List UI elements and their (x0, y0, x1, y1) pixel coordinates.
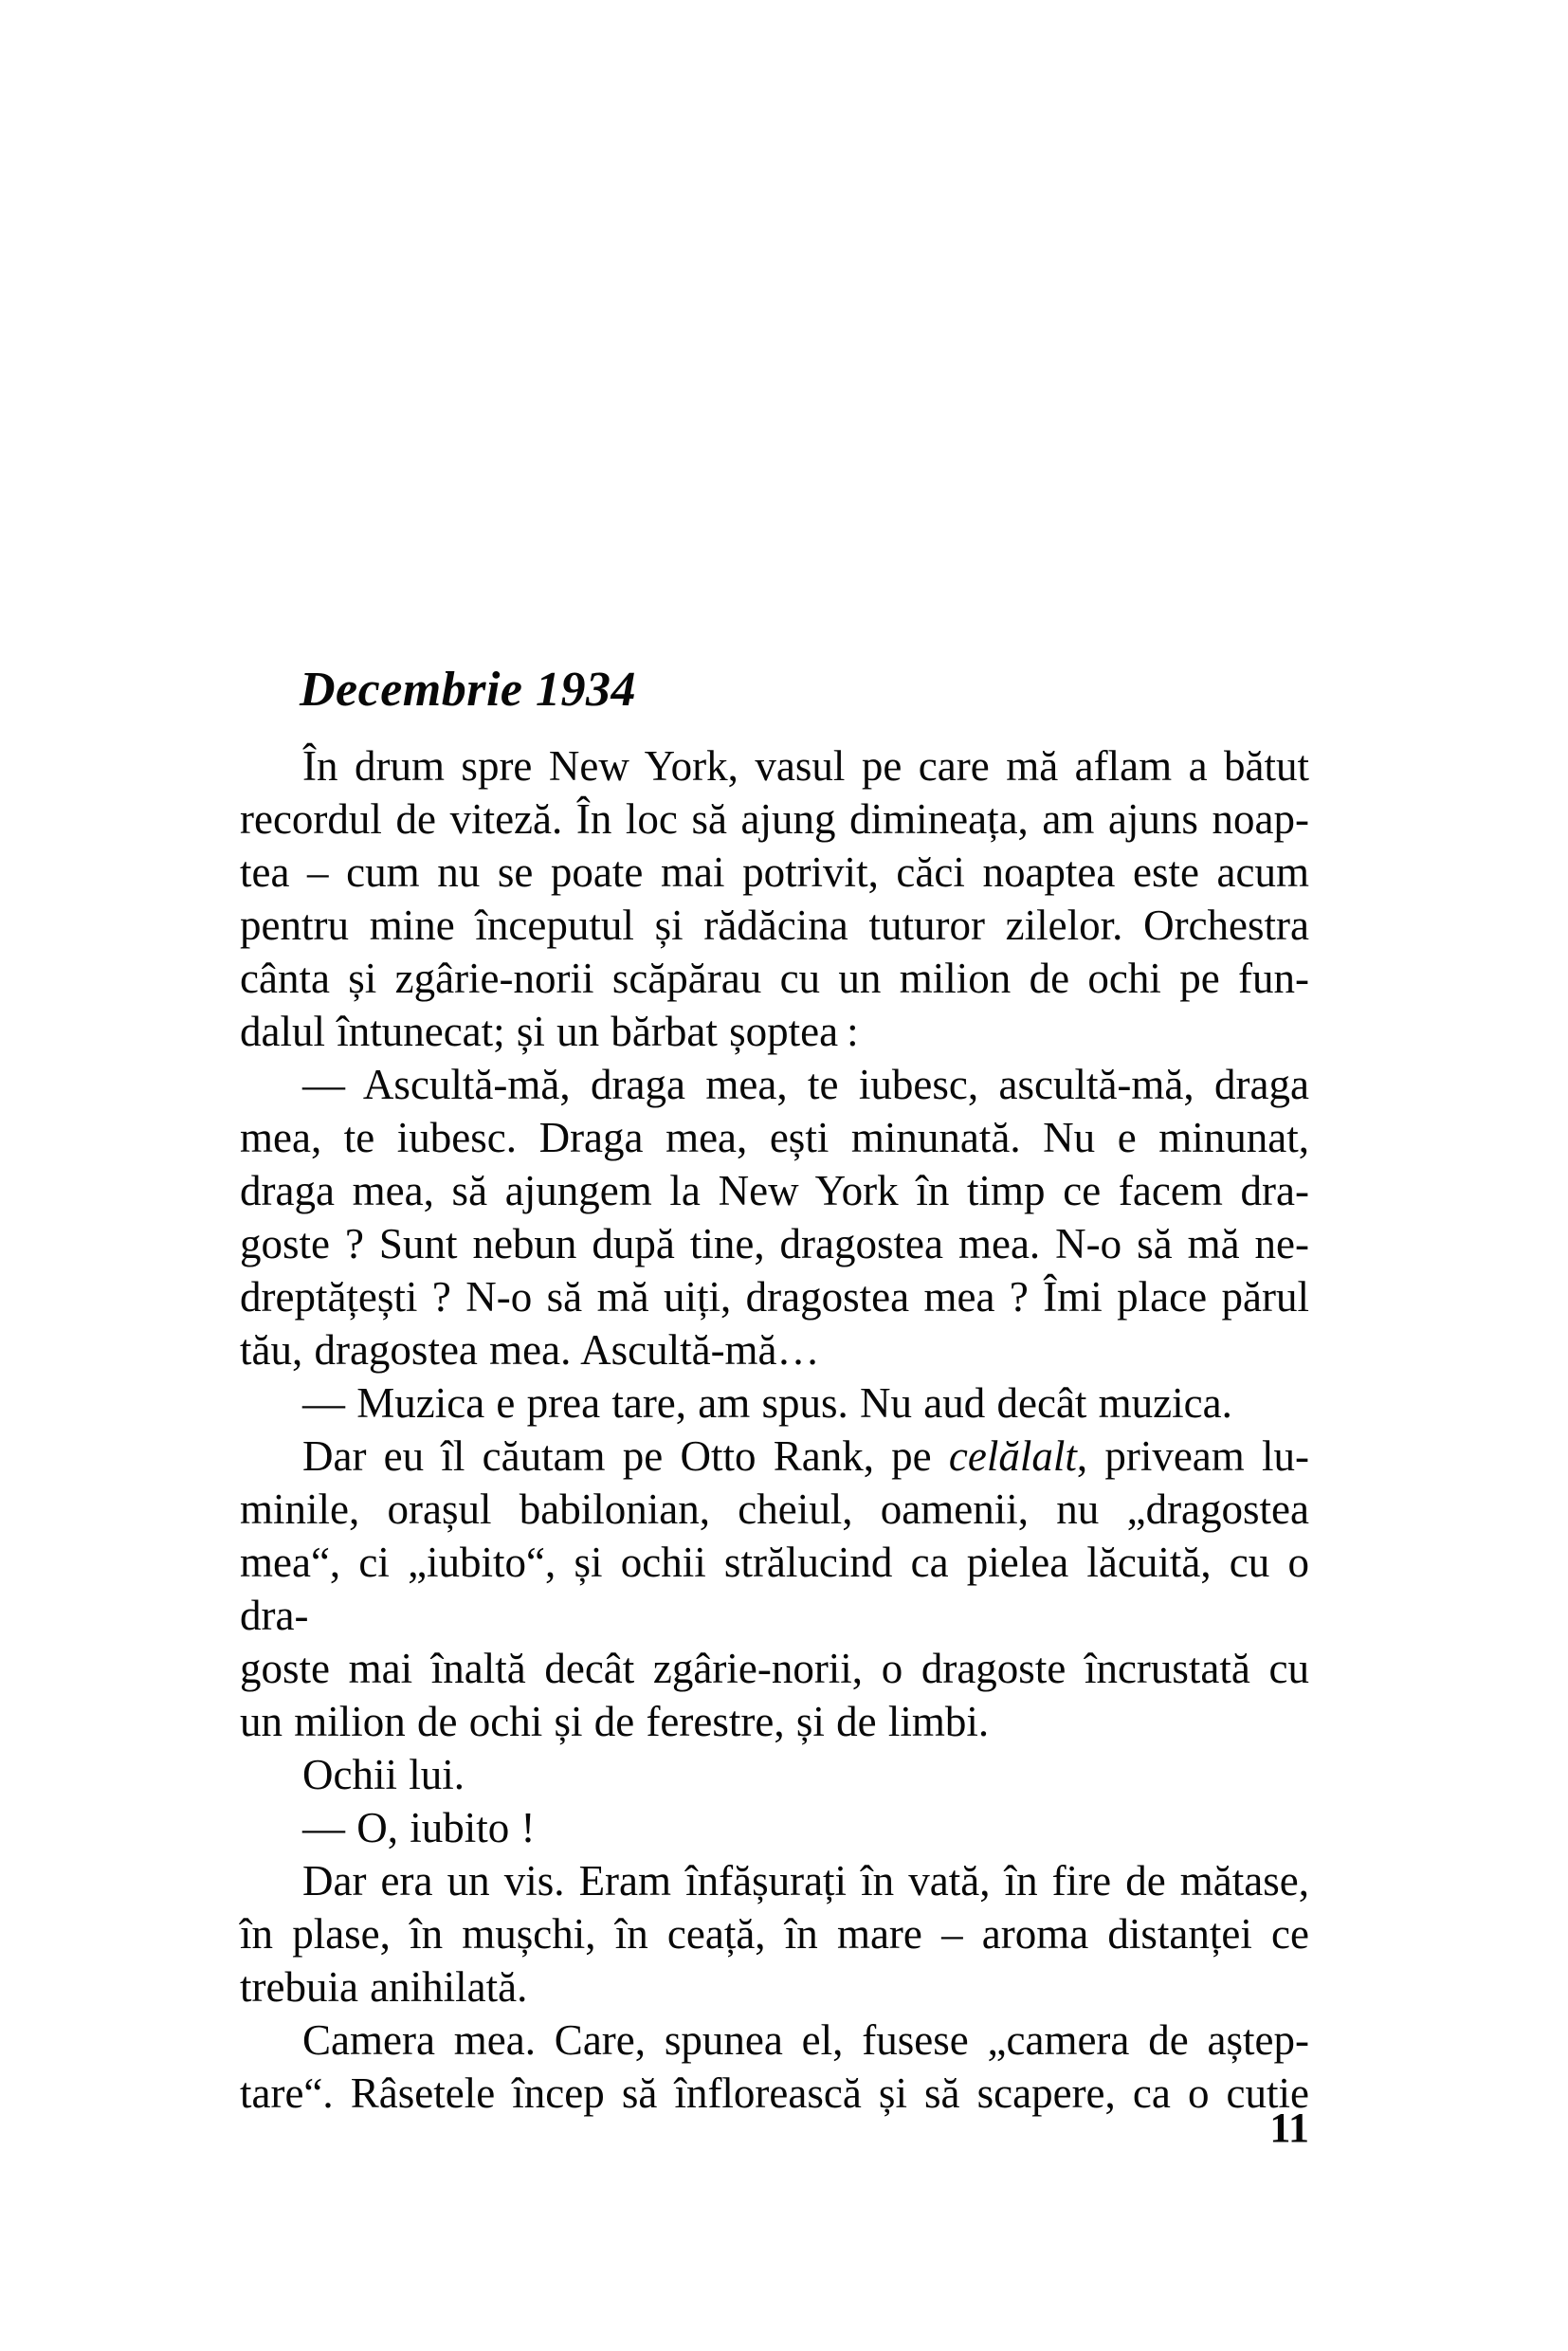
text-run: mea“, ci „iubito“, și ochii strălucind ca pielea lăcuită, cu o dra- (240, 1539, 1309, 1639)
emphasized-text: celălalt (948, 1432, 1077, 1480)
text-run: Ochii lui. (302, 1751, 465, 1798)
text-run: — Ascultă-mă, draga mea, te iubesc, ascultă-mă, draga (302, 1061, 1309, 1108)
text-run: tău, dragostea mea. Ascultă-mă… (240, 1326, 820, 1374)
text-line (240, 1960, 1309, 2014)
text-line (240, 2014, 1309, 2067)
text-run: în plase, în mușchi, în ceață, în mare – aroma distanței ce (240, 1910, 1309, 1958)
section-heading: Decembrie 1934 (300, 663, 637, 717)
text-line (240, 846, 1309, 899)
text-line (240, 1270, 1309, 1323)
text-run: draga mea, să ajungem la New York în timp ce facem dra- (240, 1167, 1309, 1214)
text-line (240, 1217, 1309, 1270)
text-run: minile, orașul babilonian, cheiul, oamenii, nu „dragostea (240, 1485, 1309, 1533)
text-run: goste mai înaltă decât zgârie-norii, o dragoste încrustată cu (240, 1645, 1309, 1692)
text-run: un milion de ochi și de ferestre, și de limbi. (240, 1698, 990, 1745)
text-run: În drum spre New York, vasul pe care mă aflam a bătut (302, 742, 1309, 790)
text-run: pentru mine începutul și rădăcina tuturor zilelor. Orchestra (240, 902, 1309, 949)
text-run: cânta și zgârie-norii scăpărau cu un milion de ochi pe fun- (240, 955, 1309, 1002)
text-line (240, 1376, 1309, 1430)
text-line (240, 739, 1309, 793)
text-line (240, 899, 1309, 952)
text-run: recordul de viteză. În loc să ajung dimineața, am ajuns noap- (240, 795, 1309, 843)
text-run: tea – cum nu se poate mai potrivit, căci noaptea este acum (240, 848, 1309, 896)
text-line (240, 1854, 1309, 1907)
text-line (240, 2067, 1309, 2120)
text-run: Dar era un vis. Eram înfășurați în vată, în fire de mătase, (302, 1857, 1309, 1904)
text-line (240, 952, 1309, 1005)
text-run: goste ? Sunt nebun după tine, dragostea mea. N-o să mă ne- (240, 1220, 1309, 1267)
text-line (240, 1164, 1309, 1217)
text-run: dreptățești ? N-o să mă uiți, dragostea mea ? Îmi place părul (240, 1273, 1309, 1321)
text-block (240, 662, 1309, 2120)
text-line (240, 1005, 1309, 1058)
text-run: Dar eu îl căutam pe Otto Rank, pe (302, 1432, 949, 1480)
text-line (240, 1536, 1309, 1642)
text-line (240, 1642, 1309, 1695)
text-line (240, 1801, 1309, 1854)
text-run: mea, te iubesc. Draga mea, ești minunată. Nu e minunat, (240, 1114, 1309, 1161)
body-text (240, 739, 1309, 2120)
text-run: tare“. Râsetele încep să înflorească și să scapere, ca o cutie (240, 2069, 1309, 2117)
text-line (240, 1323, 1309, 1376)
text-line (240, 1907, 1309, 1960)
text-line (240, 1483, 1309, 1536)
text-line (240, 1111, 1309, 1164)
text-run: trebuia anihilată. (240, 1963, 528, 2011)
text-run: — O, iubito ! (302, 1804, 536, 1851)
page-number: 11 (1269, 2105, 1309, 2151)
text-line (240, 793, 1309, 846)
text-run: dalul întunecat; și un bărbat șoptea : (240, 1008, 859, 1055)
text-line (240, 1695, 1309, 1748)
text-run: — Muzica e prea tare, am spus. Nu aud decât muzica. (302, 1379, 1232, 1427)
text-line (240, 1748, 1309, 1801)
text-run: , priveam lu- (1076, 1432, 1309, 1480)
text-line (240, 1058, 1309, 1111)
text-line (240, 1430, 1309, 1483)
text-run: Camera mea. Care, spunea el, fusese „camera de aștep- (302, 2016, 1309, 2064)
